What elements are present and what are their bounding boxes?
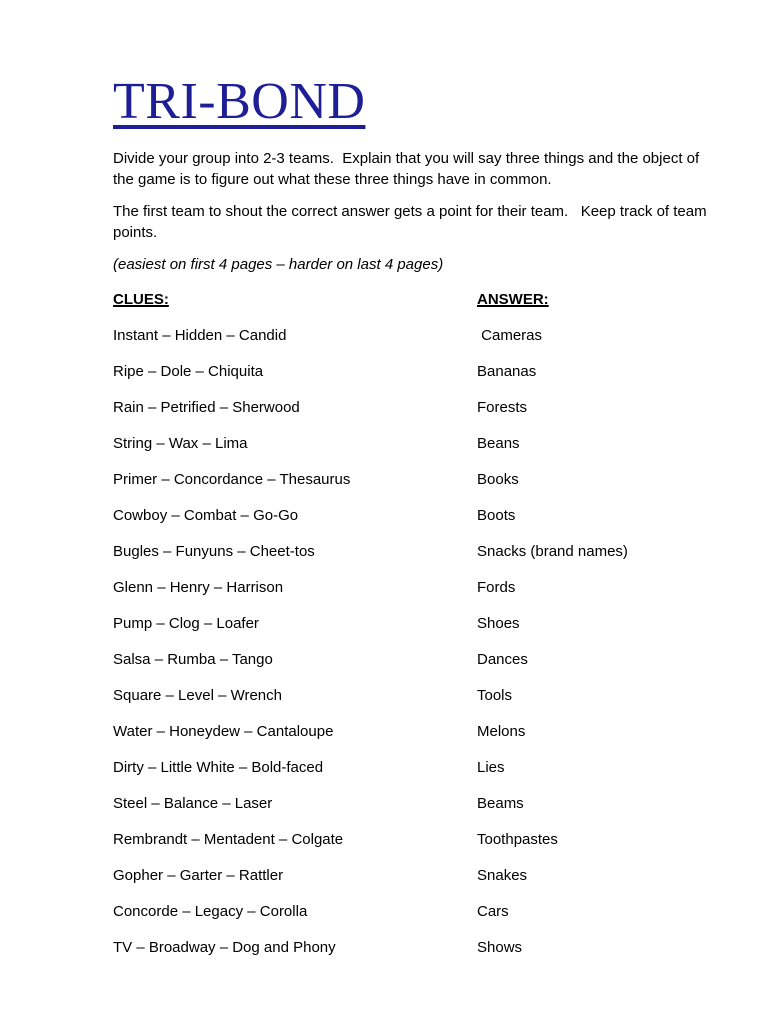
answer-cell: Snacks (brand names) (477, 542, 628, 560)
table-row (113, 757, 714, 778)
table-row (113, 865, 714, 886)
table-row (113, 325, 714, 346)
table-row (113, 649, 714, 670)
clue-cell: Water – Honeydew – Cantaloupe (113, 722, 334, 740)
table-row (113, 613, 714, 634)
answer-cell: Cameras (477, 326, 543, 344)
page-title: TRI-BOND (113, 73, 366, 130)
clue-cell: Cowboy – Combat – Go-Go (113, 506, 299, 524)
answer-column-header: ANSWER: (477, 290, 549, 308)
clue-cell: Pump – Clog – Loafer (113, 614, 259, 632)
table-header-row (113, 289, 714, 310)
intro-paragraph-2: The first team to shout the correct answer gets a point for their team. Keep track of team points. (113, 202, 711, 241)
table-row (113, 361, 714, 382)
clue-cell: String – Wax – Lima (113, 434, 248, 452)
clue-cell: TV – Broadway – Dog and Phony (113, 938, 336, 956)
table-row (113, 433, 714, 454)
answer-cell: Melons (477, 722, 526, 740)
clue-cell: Instant – Hidden – Candid (113, 326, 287, 344)
answer-cell: Bananas (477, 362, 537, 380)
clue-cell: Bugles – Funyuns – Cheet-tos (113, 542, 315, 560)
answer-cell: Beans (477, 434, 520, 452)
answer-cell: Shoes (477, 614, 520, 632)
clue-cell: Primer – Concordance – Thesaurus (113, 470, 351, 488)
table-row (113, 721, 714, 742)
clue-cell: Rembrandt – Mentadent – Colgate (113, 830, 344, 848)
table-row (113, 685, 714, 706)
clue-cell: Concorde – Legacy – Corolla (113, 902, 308, 920)
answer-cell: Boots (477, 506, 516, 524)
clue-cell: Ripe – Dole – Chiquita (113, 362, 264, 380)
answer-cell: Shows (477, 938, 523, 956)
table-row (113, 397, 714, 418)
clue-cell: Square – Level – Wrench (113, 686, 282, 704)
difficulty-note: (easiest on first 4 pages – harder on last 4 pages) (113, 255, 444, 273)
clue-cell: Steel – Balance – Laser (113, 794, 273, 812)
clues-column-header: CLUES: (113, 290, 169, 308)
clue-cell: Rain – Petrified – Sherwood (113, 398, 300, 416)
table-row (113, 541, 714, 562)
answer-cell: Beams (477, 794, 524, 812)
intro-paragraph-1: Divide your group into 2-3 teams. Explain that you will say three things and the object of the game is to figure out what these three things have in common. (113, 149, 704, 188)
table-row (113, 577, 714, 598)
clue-cell: Salsa – Rumba – Tango (113, 650, 273, 668)
answer-cell: Forests (477, 398, 528, 416)
table-row (113, 829, 714, 850)
clue-cell: Gopher – Garter – Rattler (113, 866, 284, 884)
answer-cell: Dances (477, 650, 528, 668)
answer-cell: Toothpastes (477, 830, 558, 848)
answer-cell: Cars (477, 902, 509, 920)
answer-cell: Fords (477, 578, 516, 596)
clue-cell: Dirty – Little White – Bold-faced (113, 758, 324, 776)
answer-cell: Books (477, 470, 519, 488)
clue-table-body (113, 325, 714, 958)
answer-cell: Snakes (477, 866, 528, 884)
table-row (113, 469, 714, 490)
table-row (113, 793, 714, 814)
table-row (113, 937, 714, 958)
answer-cell: Tools (477, 686, 513, 704)
clue-cell: Glenn – Henry – Harrison (113, 578, 284, 596)
table-row (113, 901, 714, 922)
table-row (113, 505, 714, 526)
answer-cell: Lies (477, 758, 505, 776)
